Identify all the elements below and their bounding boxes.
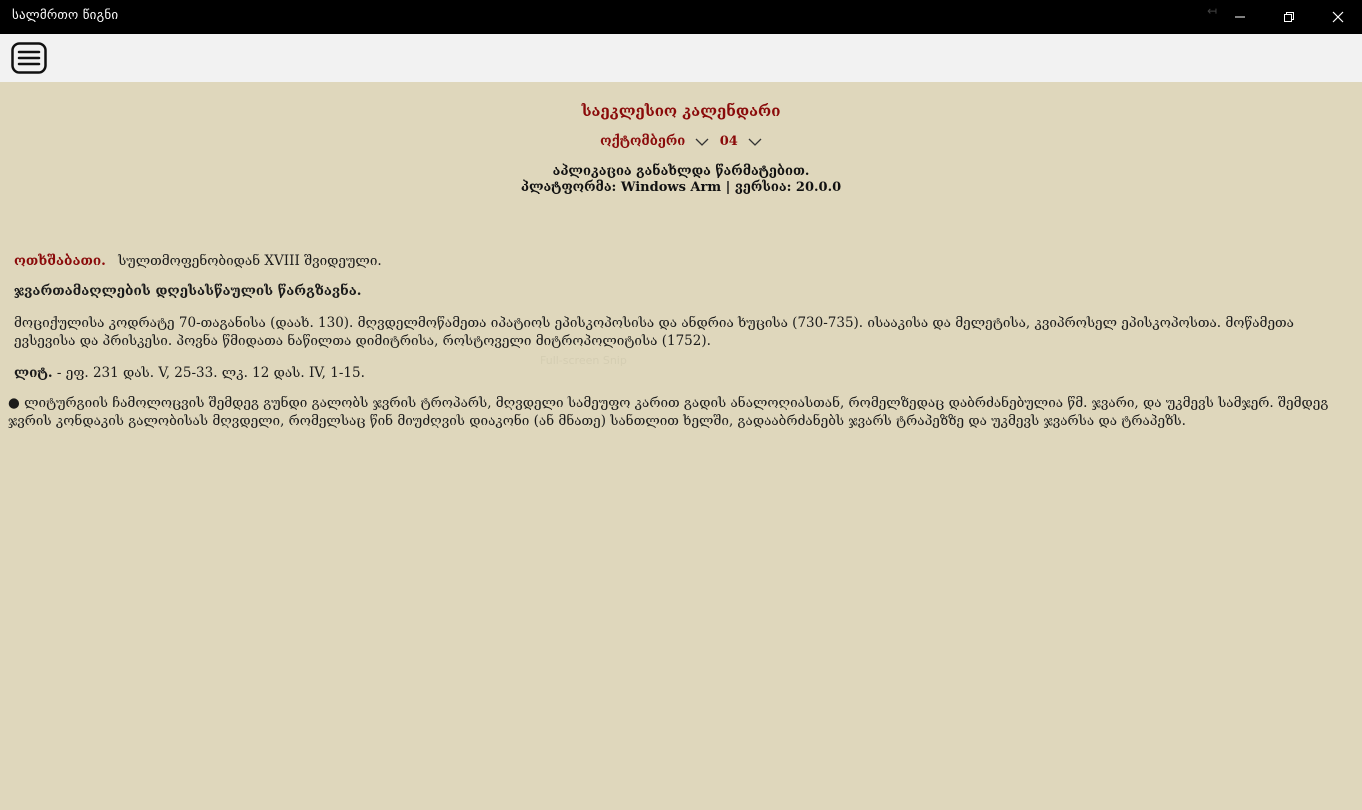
week-info: სულთმოფენობიდან XVIII შვიდეული.	[118, 253, 382, 269]
window-title: სალმრთო წიგნი	[12, 8, 119, 23]
readings-text: - ეფ. 231 დას. V, 25-33. ლკ. 12 დას. IV, 1-15.	[52, 365, 365, 381]
update-message: აპლიკაცია განახლდა წარმატებით.	[552, 164, 810, 179]
feast-title: ჯვართამაღლების დღესასწაულის წარგზავნა.	[14, 283, 362, 299]
window-titlebar	[0, 0, 1362, 34]
minimize-button[interactable]	[1217, 0, 1263, 34]
calendar-content	[0, 82, 1362, 810]
saints-list: მოციქულისა კოდრატე 70-თაგანისა (დაახ. 130). მღვდელმოწამეთა იპატიოს ეპისკოპოსისა და ანდრია ხუცისა (730-735). ისააკისა და მელეტისა, კვიპროსელ ეპისკოპოსთა. მოწამეთა ევსევისა და პრისკესი. პოვნა წმიდათა ნაწილთა დიმიტრისა, როსტოველი მიტროპოლიტისა (1752).	[14, 315, 1294, 349]
close-button[interactable]	[1315, 0, 1361, 34]
day-name: ოთხშაბათი.	[14, 253, 106, 269]
app-toolbar	[0, 34, 1362, 82]
day-value: 04	[719, 134, 738, 149]
hamburger-menu-icon	[11, 42, 47, 74]
rubric-text: ● ლიტურგიის ჩამოლოცვის შემდეგ გუნდი გალობს ჯვრის ტროპარს, მღვდელი სამეუფო კარით გადის ანალოღიასთან, რომელზედაც დაბრძანებულია წმ. ჯვარი, და უკმევს სამჯერ. შემდეგ ჯვრის კონდაკის გალობისას მღვდელი, რომელსაც წინ მიუძღვის დიაკონი (ან მნათე) სანთლით ხელში, გადააბრძანებს ჯვარს ტრაპეზზე და უკმევს ჯვარსა და ტრაპეზს.	[8, 395, 1329, 429]
snip-toast: Full-screen Snip	[540, 354, 627, 367]
month-value: ოქტომბერი	[600, 134, 686, 149]
readings-label: ლიტ.	[14, 365, 53, 381]
calendar-title: საეკლესიო კალენდარი	[581, 102, 781, 120]
chevron-down-icon	[748, 137, 762, 147]
day-dropdown[interactable]	[720, 134, 762, 149]
restore-icon	[1283, 11, 1295, 23]
readings	[14, 364, 1354, 382]
resize-hint-icon: ↤	[1207, 4, 1218, 18]
restore-button[interactable]	[1266, 0, 1312, 34]
chevron-down-icon	[695, 137, 709, 147]
day-header	[8, 252, 1348, 270]
minimize-icon	[1234, 11, 1246, 23]
menu-button[interactable]	[10, 41, 48, 75]
date-selector	[0, 134, 1362, 149]
close-icon	[1332, 11, 1344, 23]
platform-version: პლატფორმა: Windows Arm | ვერსია: 20.0.0	[520, 180, 842, 195]
month-dropdown[interactable]	[600, 134, 709, 149]
